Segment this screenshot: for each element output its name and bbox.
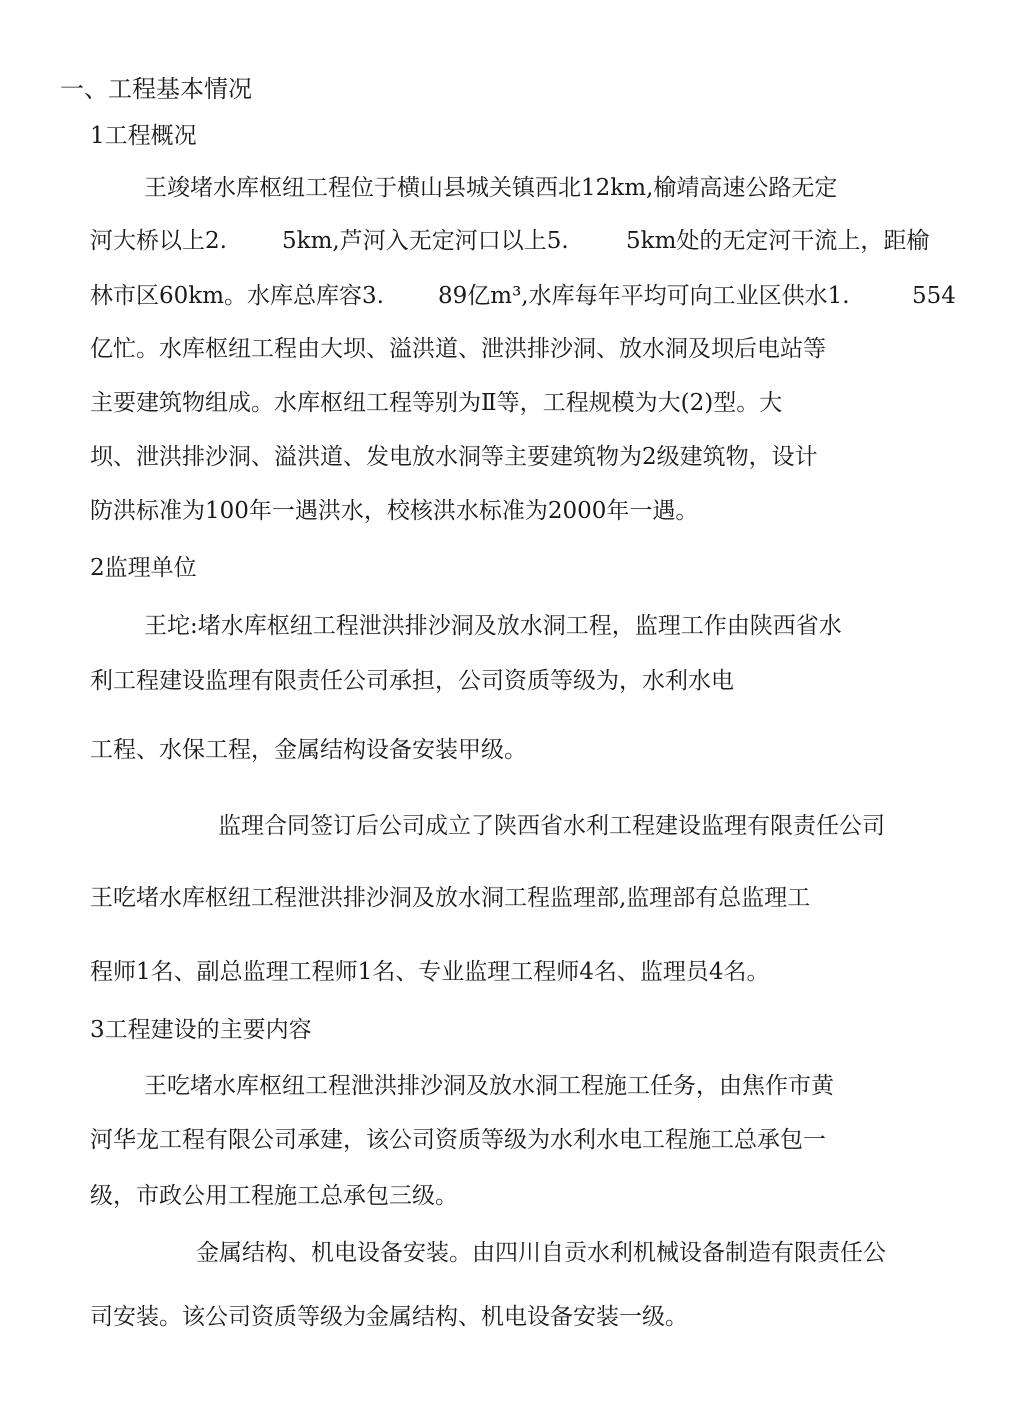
section-1-title: 1工程概况 xyxy=(90,123,197,149)
section-3-line-4: 金属结构、机电设备安装。由四川自贡水利机械设备制造有限责任公 xyxy=(196,1240,886,1266)
section-3-line-2: 河华龙工程有限公司承建，该公司资质等级为水利水电工程施工总承包一 xyxy=(90,1127,826,1153)
section-2-title: 2监理单位 xyxy=(90,555,197,581)
main-heading: 一、工程基本情况 xyxy=(60,75,252,103)
section-1-line-6: 坝、泄洪排沙洞、溢洪道、发电放水洞等主要建筑物为2级建筑物，设计 xyxy=(90,444,818,470)
section-1-line-2b: 5km,芦河入无定河口以上5. xyxy=(282,228,569,254)
section-3-title: 3工程建设的主要内容 xyxy=(90,1017,312,1043)
section-1-line-5: 主要建筑物组成。水库枢纽工程等别为Ⅱ等，工程规模为大(2)型。大 xyxy=(90,390,783,416)
section-2-line-5: 王吃堵水库枢纽工程泄洪排沙洞及放水洞工程监理部,监理部有总监理工 xyxy=(90,885,811,911)
section-1-line-7: 防洪标准为100年一遇洪水，校核洪水标准为2000年一遇。 xyxy=(90,498,699,524)
section-1-line-3a: 林市区60km。水库总库容3. xyxy=(90,283,384,309)
section-1-line-1: 王竣堵水库枢纽工程位于横山县城关镇西北12km,榆靖高速公路无定 xyxy=(144,175,838,201)
section-2-line-1: 王坨:堵水库枢纽工程泄洪排沙洞及放水洞工程，监理工作由陕西省水 xyxy=(144,613,842,639)
section-1-line-2c: 5km处的无定河干流上，距榆 xyxy=(626,228,930,254)
section-3-line-1: 王吃堵水库枢纽工程泄洪排沙洞及放水洞工程施工任务，由焦作市黄 xyxy=(144,1073,834,1099)
section-3-line-5: 司安装。该公司资质等级为金属结构、机电设备安装一级。 xyxy=(90,1304,688,1330)
section-2-line-3: 工程、水保工程，金属结构设备安装甲级。 xyxy=(90,737,527,763)
section-2-line-4: 监理合同签订后公司成立了陕西省水利工程建设监理有限责任公司 xyxy=(218,813,885,839)
section-1-line-4: 亿忙。水库枢纽工程由大坝、溢洪道、泄洪排沙洞、放水洞及坝后电站等 xyxy=(90,336,826,362)
section-1-line-2a: 河大桥以上2. xyxy=(90,228,227,254)
section-2-line-2: 利工程建设监理有限责任公司承担，公司资质等级为，水利水电 xyxy=(90,668,734,694)
section-1-line-3b: 89亿m³,水库每年平均可向工业区供水1. xyxy=(438,283,850,309)
section-1-line-3c: 554 xyxy=(912,283,956,309)
section-3-line-3: 级，市政公用工程施工总承包三级。 xyxy=(90,1183,458,1209)
section-2-line-6: 程师1名、副总监理工程师1名、专业监理工程师4名、监理员4名。 xyxy=(90,959,770,985)
